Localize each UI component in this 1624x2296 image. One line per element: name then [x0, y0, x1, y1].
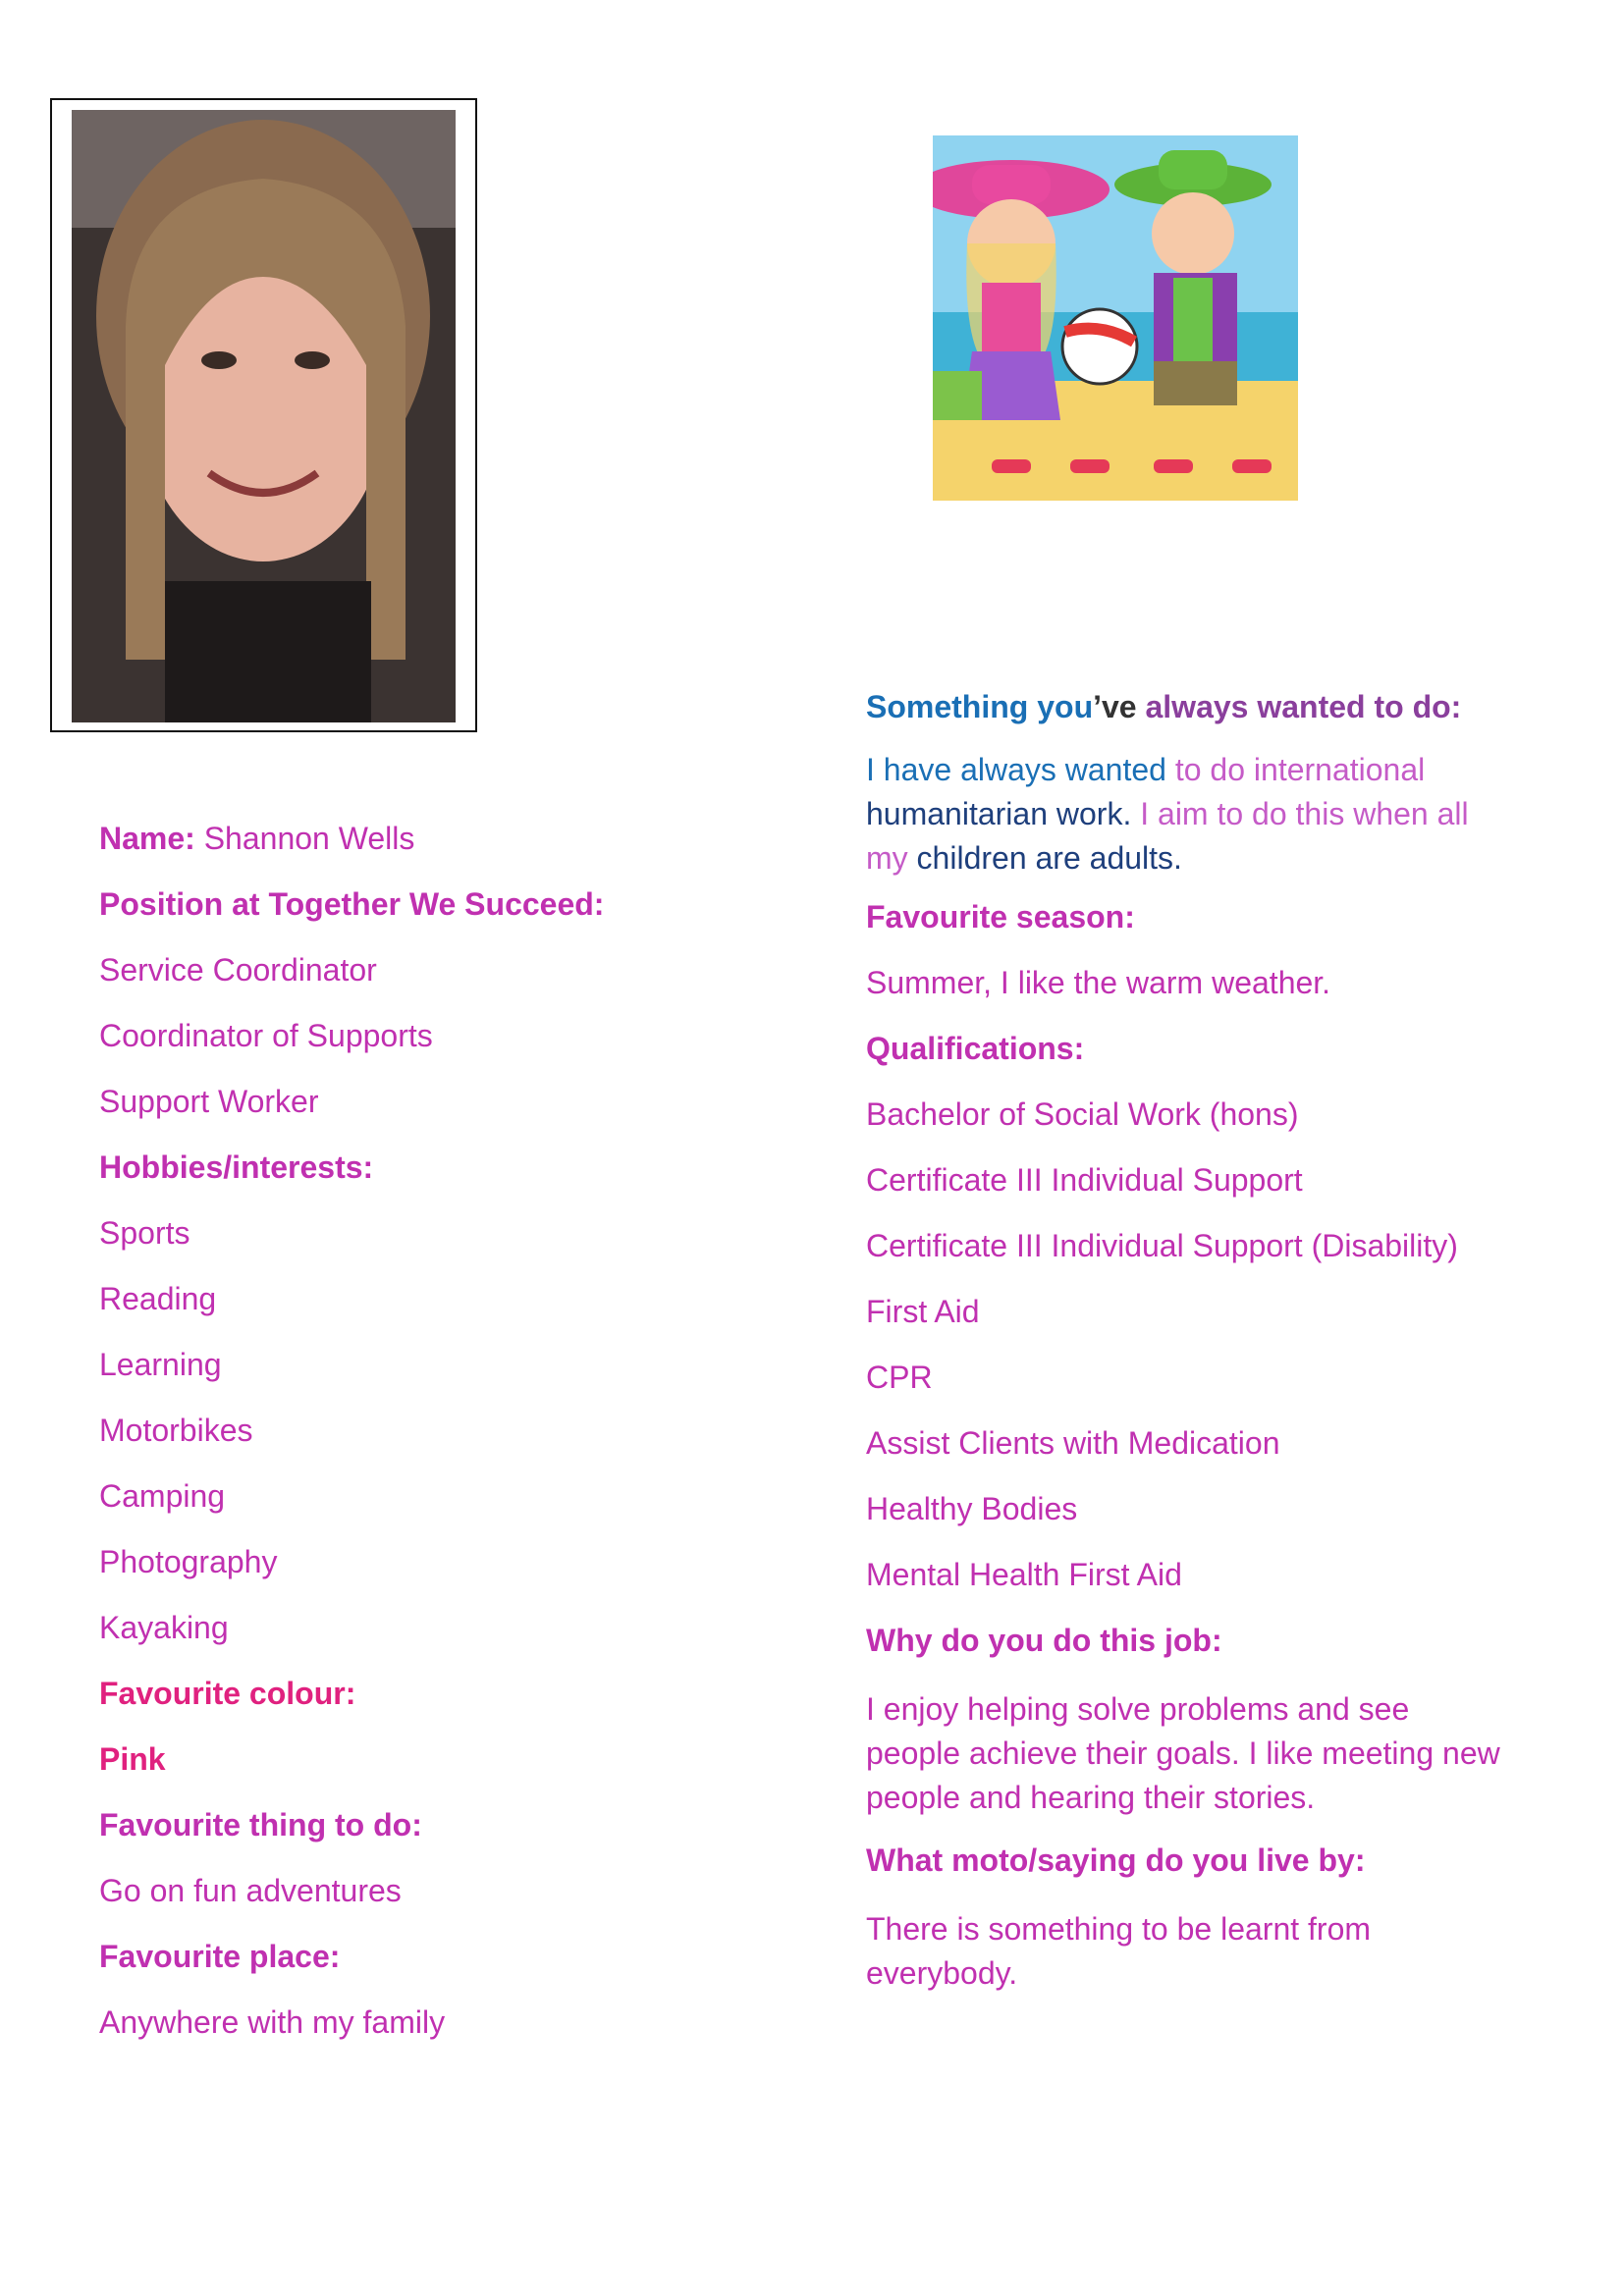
position-label: Position at Together We Succeed: — [99, 886, 605, 922]
beach-kids-illustration — [933, 135, 1298, 501]
name-line — [99, 820, 786, 857]
qualification-item: Certificate III Individual Support — [866, 1162, 1303, 1198]
why-line: I enjoy helping solve problems and see — [866, 1691, 1410, 1727]
wanted-label-part: ’ve — [1093, 689, 1146, 724]
wanted-text-part: humanitarian work. — [866, 796, 1132, 831]
moto-line: everybody. — [866, 1955, 1018, 1991]
why-text — [866, 1687, 1573, 1820]
qualification-item: First Aid — [866, 1294, 980, 1329]
wanted-text-part: to do international — [1165, 752, 1426, 787]
qualifications-label: Qualifications: — [866, 1031, 1085, 1066]
hobby-item: Sports — [99, 1215, 190, 1251]
position-item: Support Worker — [99, 1084, 319, 1119]
thing-value: Go on fun adventures — [99, 1873, 402, 1908]
wanted-text-part: I have always wanted — [866, 752, 1166, 787]
why-line: people and hearing their stories. — [866, 1780, 1316, 1815]
name-label: Name: — [99, 821, 195, 856]
hobby-item: Kayaking — [99, 1610, 229, 1645]
hobby-item: Motorbikes — [99, 1413, 253, 1448]
qualification-item: Mental Health First Aid — [866, 1557, 1182, 1592]
wanted-text-part: children are adults. — [907, 840, 1182, 876]
position-item: Coordinator of Supports — [99, 1018, 433, 1053]
name-value: Shannon Wells — [203, 821, 415, 856]
why-line: people achieve their goals. I like meeting new — [866, 1735, 1500, 1771]
place-value: Anywhere with my family — [99, 2004, 446, 2040]
wanted-label-part: always wanted to do: — [1145, 689, 1462, 724]
wanted-label-part: Something you — [866, 689, 1094, 724]
profile-photo-frame — [50, 98, 477, 732]
colour-value: Pink — [99, 1741, 166, 1777]
profile-photo — [72, 110, 456, 722]
hobby-item: Camping — [99, 1478, 226, 1514]
qualification-item: Assist Clients with Medication — [866, 1425, 1280, 1461]
hobby-item: Learning — [99, 1347, 222, 1382]
wanted-text-part: my — [866, 840, 908, 876]
hobbies-label: Hobbies/interests: — [99, 1149, 374, 1185]
place-label: Favourite place: — [99, 1939, 341, 1974]
moto-text — [866, 1907, 1573, 1996]
wanted-label — [866, 687, 1573, 726]
moto-line: There is something to be learnt from — [866, 1911, 1372, 1947]
season-value: Summer, I like the warm weather. — [866, 965, 1331, 1000]
thing-label: Favourite thing to do: — [99, 1807, 422, 1842]
why-label: Why do you do this job: — [866, 1623, 1222, 1658]
season-label: Favourite season: — [866, 899, 1135, 934]
wanted-text — [866, 748, 1573, 881]
colour-label: Favourite colour: — [99, 1676, 356, 1711]
hobby-item: Reading — [99, 1281, 217, 1316]
moto-label: What moto/saying do you live by: — [866, 1842, 1366, 1878]
wanted-text-part: I aim to do this when all — [1131, 796, 1469, 831]
hobby-item: Photography — [99, 1544, 278, 1579]
qualification-item: CPR — [866, 1360, 933, 1395]
qualification-item: Certificate III Individual Support (Disability) — [866, 1228, 1458, 1263]
qualification-item: Healthy Bodies — [866, 1491, 1078, 1526]
position-item: Service Coordinator — [99, 952, 377, 988]
profile-extra — [866, 687, 1573, 2017]
profile-details — [99, 820, 786, 2069]
qualification-item: Bachelor of Social Work (hons) — [866, 1096, 1299, 1132]
